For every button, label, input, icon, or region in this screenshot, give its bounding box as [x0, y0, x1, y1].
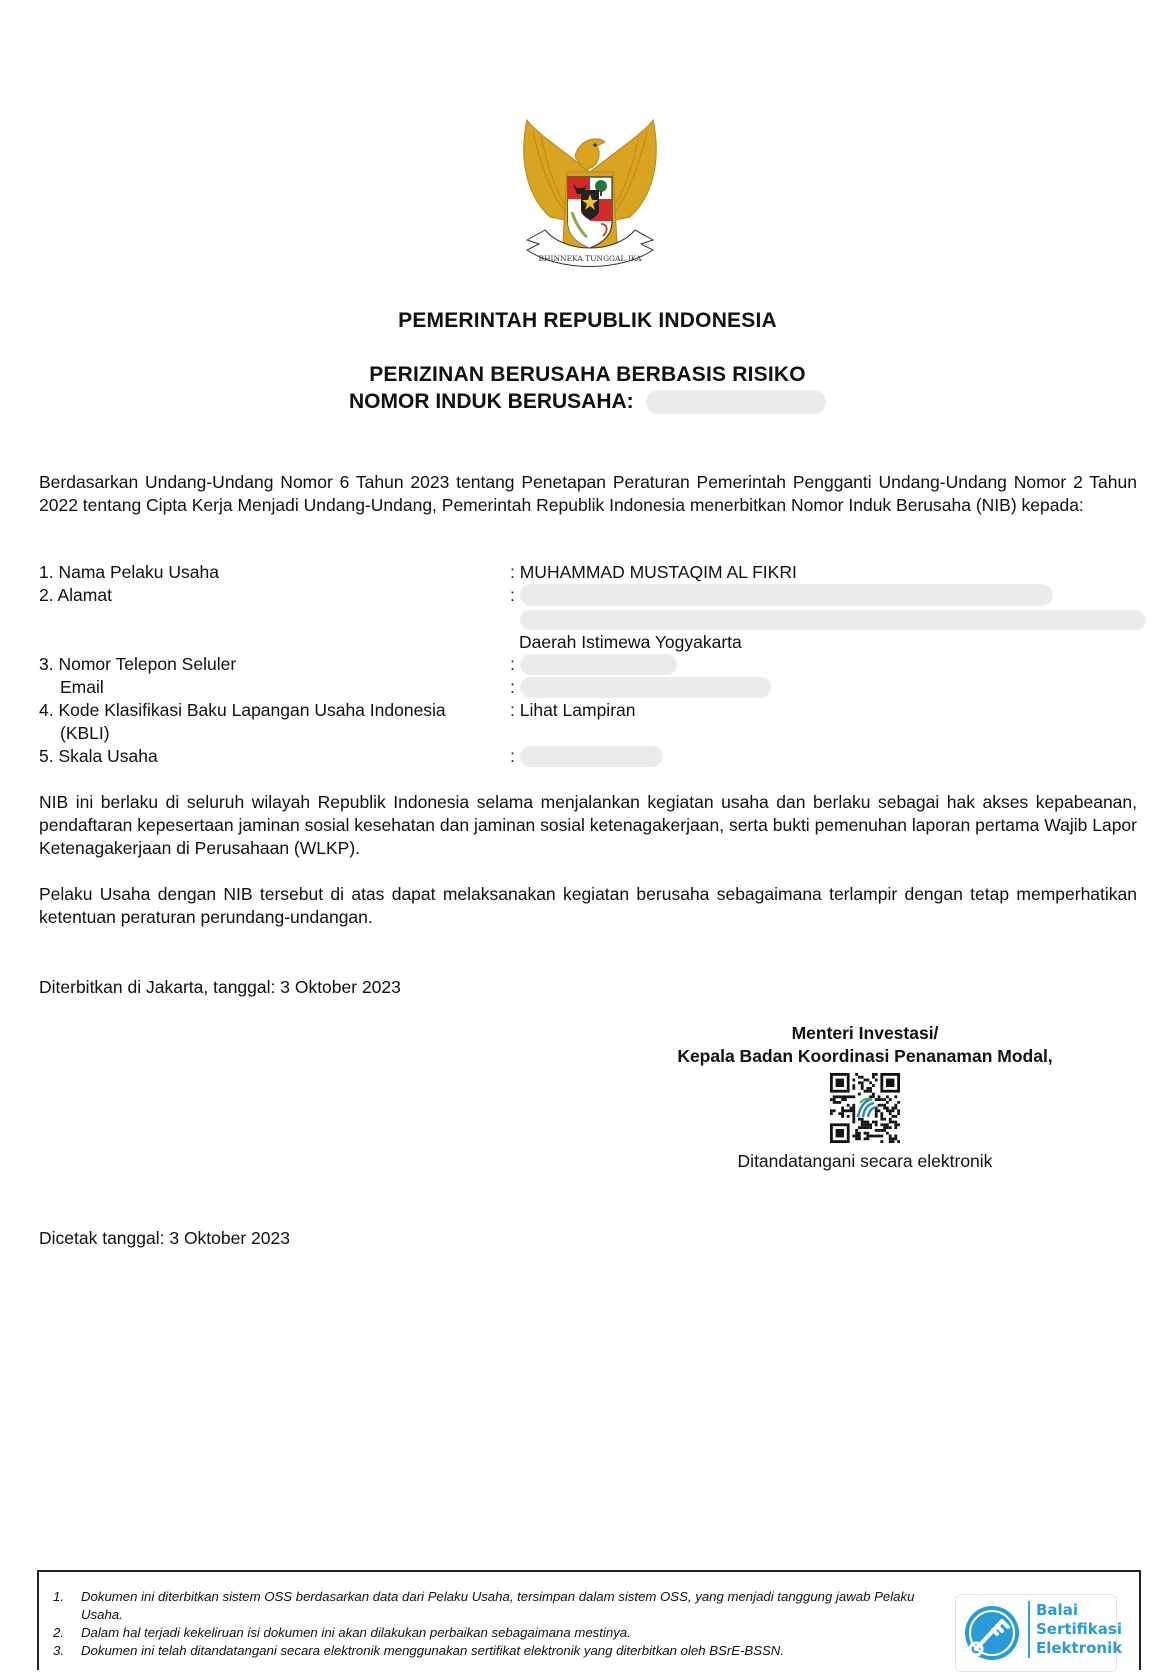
- field-value-kbli: : Lihat Lampiran: [510, 700, 636, 720]
- field-label-telepon: 3. Nomor Telepon Seluler: [39, 654, 237, 674]
- field-colon: :: [510, 585, 515, 605]
- field-value-email: :: [510, 677, 515, 697]
- nib-redacted-value: [646, 390, 826, 414]
- signed-electronically-note: Ditandatangani secara elektronik: [737, 1151, 993, 1171]
- email-redaction: [520, 677, 771, 698]
- field-label-skala: 5. Skala Usaha: [39, 746, 158, 766]
- address-redaction-1: [520, 584, 1053, 606]
- field-label-email: Email: [60, 677, 104, 697]
- nib-label: NOMOR INDUK BERUSAHA:: [349, 390, 634, 413]
- field-value-skala: :: [510, 746, 515, 766]
- permission-paragraph: Pelaku Usaha dengan NIB tersebut di atas dapat melaksanakan kegiatan berusaha sebagaimana terlampir dengan tetap memperhatikan ketentuan peraturan perundang-undangan.: [39, 884, 1137, 927]
- skala-redaction: [520, 746, 663, 767]
- svg-text:BHINNEKA TUNGGAL IKA: BHINNEKA TUNGGAL IKA: [538, 254, 642, 263]
- field-label-kbli: 4. Kode Klasifikasi Baku Lapangan Usaha Indonesia: [39, 700, 446, 720]
- bsre-logo-text: Balai Sertifikasi Elektronik: [1028, 1601, 1122, 1658]
- field-value-nama: : MUHAMMAD MUSTAQIM AL FIKRI: [510, 562, 797, 582]
- address-province: Daerah Istimewa Yogyakarta: [519, 632, 742, 652]
- bsre-logo: [955, 1594, 1123, 1672]
- intro-paragraph: Berdasarkan Undang-Undang Nomor 6 Tahun 2023 tentang Penetapan Peraturan Pemerintah Pengganti Undang-Undang Nomor 2 Tahun 2022 tentang Cipta Kerja Menjadi Undang-Undang, Pemerintah Republik Indonesia menerbitkan Nomor Induk Berusaha (NIB) kepada:: [39, 472, 1137, 515]
- printed-date: Dicetak tanggal: 3 Oktober 2023: [39, 1228, 290, 1248]
- field-label-kbli-cont: (KBLI): [60, 723, 110, 743]
- footer-note: 1. Dokumen ini diterbitkan sistem OSS berdasarkan data dari Pelaku Usaha, tersimpan dalam sistem OSS, yang menjadi tanggung jawab Pelaku Usaha.: [53, 1589, 915, 1622]
- footer-note: 2. Dalam hal terjadi kekeliruan isi dokumen ini akan dilakukan perbaikan sebagaimana mestinya.: [53, 1625, 631, 1640]
- field-label-alamat: 2. Alamat: [39, 585, 112, 605]
- field-label-nama: 1. Nama Pelaku Usaha: [39, 562, 219, 582]
- field-value-telepon: :: [510, 654, 515, 674]
- issued-date: Diterbitkan di Jakarta, tanggal: 3 Oktober 2023: [39, 977, 401, 997]
- nib-line: [349, 390, 826, 414]
- phone-redaction: [520, 654, 677, 675]
- signatory-title-1: Menteri Investasi/: [791, 1023, 939, 1043]
- validity-paragraph: NIB ini berlaku di seluruh wilayah Republik Indonesia selama menjalankan kegiatan usaha dan berlaku sebagai hak akses kepabeanan, pendaftaran kepesertaan jaminan sosial kesehatan dan jaminan sosial ketenagakerjaan, serta bukti pemenuhan laporan pertama Wajib Lapor Ketenagakerjaan di Perusahaan (WLKP).: [39, 792, 1137, 858]
- address-redaction-2: [520, 610, 1146, 630]
- field-value-alamat: [510, 584, 515, 607]
- signatory-title-2: Kepala Badan Koordinasi Penanaman Modal,: [677, 1046, 1053, 1066]
- footer-notes-box: [37, 1570, 1141, 1670]
- key-badge-icon: [962, 1603, 1022, 1663]
- qr-code-icon: [830, 1073, 900, 1143]
- document-title: PERIZINAN BERUSAHA BERBASIS RISIKO: [369, 363, 806, 386]
- government-title: PEMERINTAH REPUBLIK INDONESIA: [398, 309, 777, 332]
- garuda-emblem-icon: [505, 112, 675, 282]
- footer-note: 3. Dokumen ini telah ditandatangani secara elektronik menggunakan sertifikat elektronik yang diterbitkan oleh BSrE-BSSN.: [53, 1643, 784, 1658]
- footer-notes-list: [51, 1588, 951, 1660]
